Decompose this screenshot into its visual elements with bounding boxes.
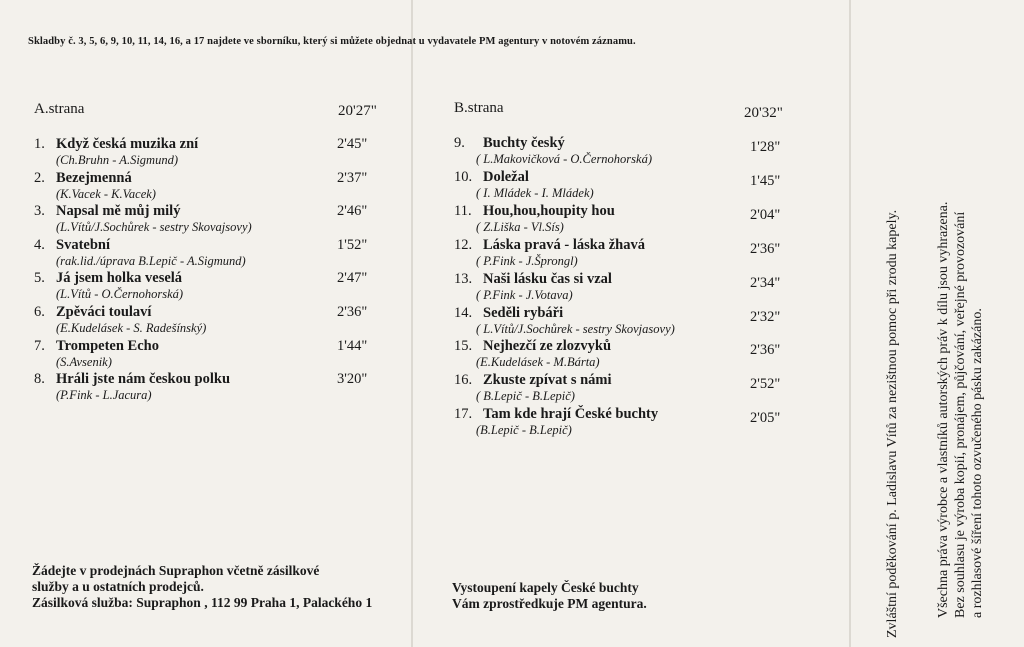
track-title: Napsal mě můj milý (56, 203, 181, 220)
track-title: Seděli rybáři (483, 304, 564, 321)
fold-line-left (411, 0, 413, 647)
side-b-label: B.strana (454, 100, 504, 116)
track-authors: ( L.Vítů/J.Sochůrek - sestry Skovjasovy) (476, 321, 675, 336)
track-number: 6. (34, 304, 45, 320)
ordering-line-3: Zásilková služba: Supraphon , 112 99 Praha 1, Palackého 1 (32, 595, 373, 610)
track-title: Naši lásku čas si vzal (483, 270, 612, 287)
track-authors: (rak.lid./úprava B.Lepič - A.Sigmund) (56, 253, 246, 268)
thanks-note: Zvláštní poděkování p. Ladislavu Vítů za nezištnou pomoc při zrodu kapely. (885, 209, 900, 638)
track-number: 4. (34, 236, 45, 253)
side-a-label: A.strana (34, 101, 85, 117)
side-b-total: 20'32" (744, 105, 783, 121)
track-authors: ( I. Mládek - I. Mládek) (476, 185, 594, 200)
track-number: 8. (34, 371, 45, 388)
track-number: 9. (454, 135, 465, 151)
track-title: Láska pravá - láska žhavá (483, 236, 645, 253)
fold-line-right (849, 0, 851, 647)
booking-info (452, 580, 752, 612)
track-number: 14. (454, 304, 473, 321)
track-number: 10. (454, 168, 473, 185)
track-duration: 2'52" (750, 376, 781, 393)
track-number: 16. (454, 372, 473, 389)
side-a-total: 20'27" (338, 103, 377, 119)
track-authors: (L.Vítů/J.Sochůrek - sestry Skovajsovy) (56, 220, 252, 235)
track-number: 1. (34, 136, 45, 152)
track-duration: 2'37" (337, 169, 368, 186)
track-authors: ( L.Makovičková - O.Černohorská) (476, 152, 652, 166)
track-authors: (E.Kudelásek - S. Radešínský) (56, 321, 207, 335)
track-duration: 1'44" (337, 337, 368, 354)
track-title: Svatební (56, 236, 110, 253)
copyright-line-3: a rozhlasové šíření tohoto ozvučeného pásku zakázáno. (970, 308, 985, 618)
track-title: Já jsem holka veselá (56, 270, 183, 287)
track-duration: 2'34" (750, 274, 781, 291)
booking-line-2: Vám zprostředkuje PM agentura. (452, 596, 647, 611)
copyright-line-2: Bez souhlasu je výroba kopií, pronájem, půjčování, veřejné provozování (953, 211, 968, 618)
track-title: Trompeten Echo (56, 337, 159, 354)
track-duration: 1'28" (750, 139, 781, 155)
track-title: Buchty český (483, 135, 565, 151)
track-authors: ( B.Lepič - B.Lepič) (476, 389, 575, 404)
track-duration: 2'36" (750, 240, 781, 257)
track-authors: ( Z.Liška - Vl.Sís) (476, 219, 564, 234)
track-title: Doležal (483, 168, 529, 185)
track-title: Tam kde hrají České buchty (483, 406, 659, 423)
track-authors: ( P.Fink - J.Votava) (476, 287, 573, 302)
track-duration: 3'20" (337, 371, 368, 388)
track-authors: (S.Avsenik) (56, 354, 112, 369)
track-duration: 2'46" (337, 203, 368, 220)
track-title: Bezejmenná (56, 169, 132, 186)
track-authors: (Ch.Bruhn - A.Sigmund) (56, 153, 178, 167)
copyright-notice (935, 202, 986, 618)
track-authors: (E.Kudelásek - M.Bárta) (476, 355, 600, 370)
track-authors: (L.Vítů - O.Černohorská) (56, 287, 184, 302)
track-duration: 2'47" (337, 270, 368, 287)
track-title: Hráli jste nám českou polku (56, 371, 231, 388)
track-number: 11. (454, 202, 472, 219)
track-authors: (K.Vacek - K.Vacek) (56, 186, 156, 201)
booking-line-1: Vystoupení kapely České buchty (452, 580, 639, 595)
track-title: Zpěváci toulaví (56, 304, 152, 320)
ordering-line-1: Žádejte v prodejnách Supraphon včetně zásilkové (32, 563, 320, 578)
track-authors: (B.Lepič - B.Lepič) (476, 423, 572, 438)
track-duration: 2'32" (750, 308, 781, 325)
header-note: Skladby č. 3, 5, 6, 9, 10, 11, 14, 16, a 17 najdete ve sborníku, který si můžete objednat u vydavatele PM agentury v notovém záznamu. (28, 36, 636, 47)
track-duration: 2'04" (750, 206, 781, 223)
track-number: 7. (34, 337, 45, 354)
track-title: Když česká muzika zní (56, 136, 199, 152)
track-number: 5. (34, 270, 45, 287)
track-number: 17. (454, 406, 473, 423)
track-authors: ( P.Fink - J.Šprongl) (476, 253, 578, 268)
copyright-line-1: Všechna práva výrobce a vlastníků autorských práv k dílu jsou vyhrazena. (936, 201, 951, 618)
track-duration: 1'45" (750, 172, 781, 189)
track-number: 3. (34, 203, 45, 220)
track-number: 15. (454, 338, 473, 355)
track-title: Hou,hou,houpity hou (483, 202, 615, 219)
track-number: 2. (34, 169, 45, 186)
track-duration: 2'36" (337, 304, 368, 320)
ordering-line-2: služby a u ostatních prodejců. (32, 579, 204, 594)
track-duration: 1'52" (337, 236, 368, 253)
ordering-info (32, 563, 412, 611)
track-duration: 2'05" (750, 410, 781, 427)
track-authors: (P.Fink - L.Jacura) (56, 388, 152, 403)
track-title: Zkuste zpívat s námi (483, 372, 612, 389)
track-title: Nejhezčí ze zlozvyků (483, 338, 612, 355)
track-number: 12. (454, 236, 473, 253)
track-duration: 2'45" (337, 136, 368, 152)
track-number: 13. (454, 270, 473, 287)
track-duration: 2'36" (750, 342, 781, 359)
